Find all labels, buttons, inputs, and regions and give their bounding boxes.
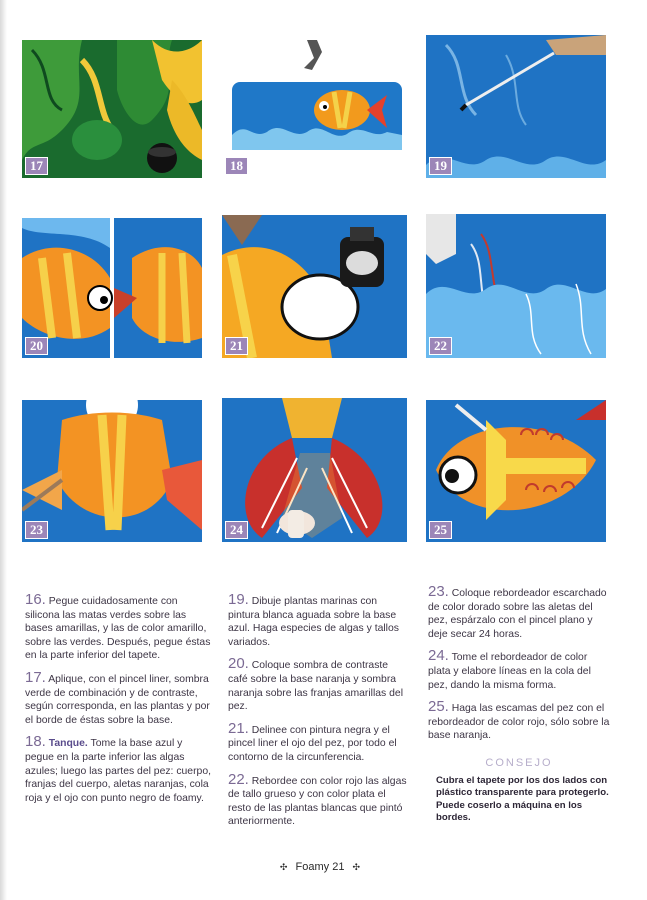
step-text: Tome el rebordeador de color plata y elabore líneas en la cola del pez, dando la misma forma. xyxy=(428,652,591,691)
footer-ornament-right: ✣ xyxy=(352,862,361,872)
tip-text: Cubra el tapete por los dos lados con plástico transparente para protegerlo. Puede coserlo a máquina en los bordes. xyxy=(436,774,609,824)
step-23 xyxy=(428,585,610,641)
step-number: 23. xyxy=(428,583,449,600)
photo-step-19 xyxy=(426,35,606,178)
step-badge: 17 xyxy=(25,157,48,175)
instructions-column-3 xyxy=(428,585,610,825)
plants-outline-illustration xyxy=(426,214,606,358)
seaweed-illustration xyxy=(22,40,202,178)
eye-outline-illustration xyxy=(222,215,407,358)
step-number: 21. xyxy=(228,719,249,737)
step-number: 19. xyxy=(228,591,249,608)
step-badge: 18 xyxy=(225,157,248,175)
step-badge: 20 xyxy=(25,337,48,355)
footer-ornament-left: ✣ xyxy=(279,862,288,872)
tank-illustration xyxy=(222,40,407,178)
step-16 xyxy=(25,593,211,663)
photo-step-23 xyxy=(22,400,202,542)
photo-step-17 xyxy=(22,40,202,178)
photo-step-22 xyxy=(426,214,606,358)
tip-title: CONSEJO xyxy=(485,756,553,769)
step-22 xyxy=(228,770,410,829)
instructions-column-1 xyxy=(25,593,211,813)
photo-step-24 xyxy=(222,398,407,542)
scan-edge xyxy=(0,0,7,900)
photo-step-20 xyxy=(22,218,202,358)
step-25 xyxy=(428,700,610,743)
instructions-column-2 xyxy=(228,593,410,837)
step-badge: 24 xyxy=(225,521,248,539)
brush-illustration xyxy=(426,35,606,178)
photo-step-25 xyxy=(426,400,606,542)
page-number: Foamy 21 xyxy=(295,861,345,873)
step-text: Tome la base azul y pegue en la parte inferior las algas azules; luego las partes del pez: cuerpo, franjas del cuerpo, aletas naranjas, cola roja y el ojo con punto negro de foamy. xyxy=(25,738,211,804)
step-text: Coloque sombra de contraste café sobre la base naranja y sombra naranja sobre las franjas amarillas del pez. xyxy=(228,660,403,713)
step-number: 20. xyxy=(228,655,249,673)
step-badge: 23 xyxy=(25,521,48,539)
step-text: Delinee con pintura negra y el pincel liner el ojo del pez, por todo el contorno de la circunferencia. xyxy=(228,724,397,763)
step-19 xyxy=(228,593,410,649)
step-text: Coloque rebordeador escarchado de color dorado sobre las aletas del pez, espárzalo con el pincel plano y deje secar 24 horas. xyxy=(428,588,607,640)
step-20 xyxy=(228,657,410,713)
step-text: Aplique, con el pincel liner, sombra verde de combinación y de contraste, según corresponda, en las plantas y por el borde de éstas sobre la base. xyxy=(25,673,210,726)
scales-illustration xyxy=(426,400,606,542)
step-text: Rebordee con color rojo las algas de tallo grueso y con color plata el resto de las plantas blancas que pintó anteriormente. xyxy=(228,775,407,828)
step-text: Haga las escamas del pez con el rebordeador de color rojo, sólo sobre la base naranja. xyxy=(428,703,610,742)
step-badge: 19 xyxy=(429,157,452,175)
step-badge: 21 xyxy=(225,337,248,355)
fish-body-illustration xyxy=(22,400,202,542)
step-number: 22. xyxy=(228,770,249,788)
step-18 xyxy=(25,735,211,805)
step-number: 17. xyxy=(25,668,46,686)
step-17 xyxy=(25,668,211,727)
page-footer xyxy=(260,861,380,873)
fish-shading-illustration xyxy=(22,218,202,358)
step-keyword: Tanque. xyxy=(48,738,88,750)
step-number: 25. xyxy=(428,698,449,716)
step-number: 16. xyxy=(25,591,46,608)
step-text: Pegue cuidadosamente con silicona las matas verdes sobre las bases amarillas, y las de color amarillo, sobre las verdes. Después, pegue éstas en la parte inferior del tapete. xyxy=(25,596,211,662)
step-badge: 22 xyxy=(429,337,452,355)
step-24 xyxy=(428,649,610,692)
step-number: 24. xyxy=(428,647,449,665)
tail-illustration xyxy=(222,398,407,542)
step-21 xyxy=(228,719,410,765)
step-text: Dibuje plantas marinas con pintura blanca aguada sobre la base azul. Haga especies de algas y tallos variados. xyxy=(228,596,399,648)
step-badge: 25 xyxy=(429,521,452,539)
photo-step-21 xyxy=(222,215,407,358)
step-number: 18. xyxy=(25,733,46,751)
photo-step-18 xyxy=(222,40,407,178)
